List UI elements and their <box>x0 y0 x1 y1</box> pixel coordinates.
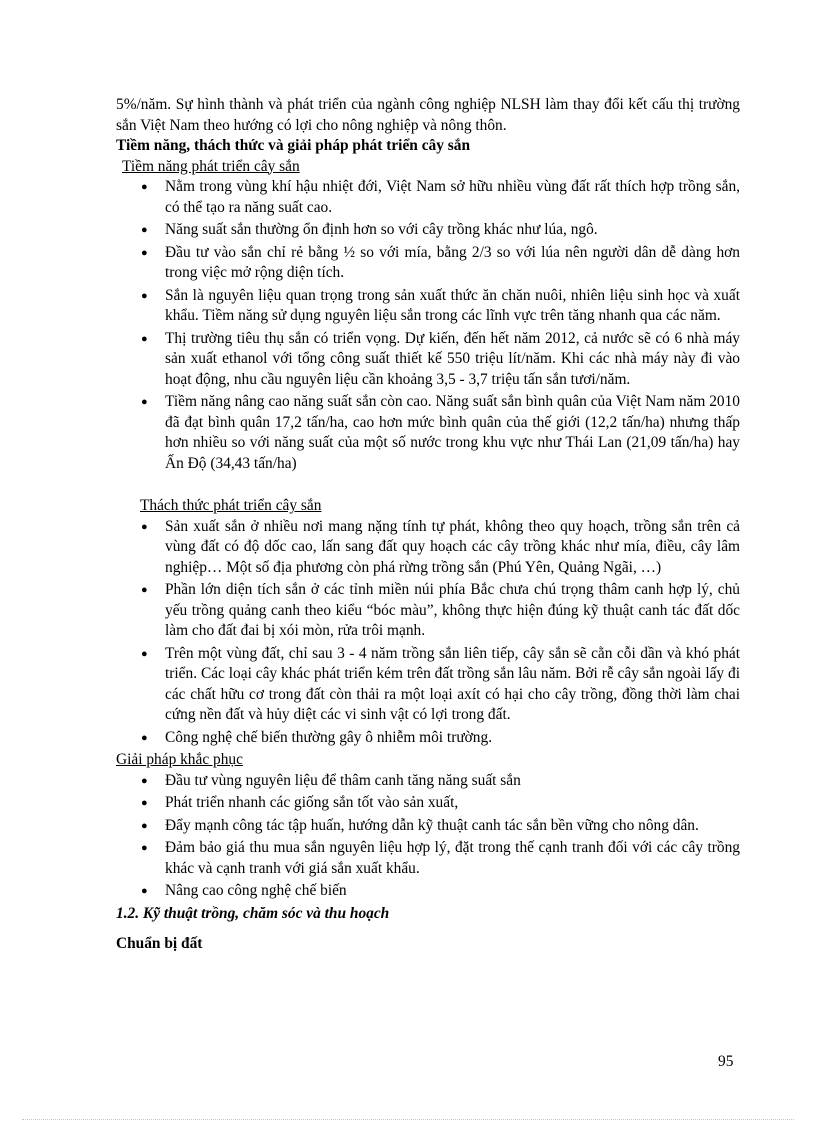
list-item: ● Đẩy mạnh công tác tập huấn, hướng dẫn kỹ thuật canh tác sắn bền vững cho nông dân. <box>116 816 740 837</box>
bullet-icon: ● <box>141 224 148 236</box>
list-item: ● Nằm trong vùng khí hậu nhiệt đới, Việt Nam sở hữu nhiều vùng đất rất thích hợp trồng sắn, có thể tạo ra năng suất cao. <box>141 178 740 216</box>
bullet-icon: ● <box>141 584 148 596</box>
list-item: ● Đầu tư vào sắn chỉ rẻ bằng ½ so với mía, bằng 2/3 so với lúa nên người dân dễ dàng hơn trong việc mở rộng diện tích. <box>141 243 740 281</box>
list-item: ● Tiềm năng nâng cao năng suất sắn còn cao. Năng suất sắn bình quân của Việt Nam năm 2010 đã đạt bình quân 17,2 tấn/ha, cao hơn mức bình quân của thế giới (12,2 tấn/ha) nhưng thấp hơn nhiều so với năng suất của một số nước trong khu vực như Thái Lan (21,09 tấn/ha) hay Ấn Độ (34,43 tấn/ha) <box>141 393 740 472</box>
bullet-icon: ● <box>141 332 148 345</box>
document-page <box>116 95 740 955</box>
bullet-icon: ● <box>141 181 148 193</box>
bullet-icon: ● <box>141 647 148 660</box>
challenges-list <box>116 517 740 749</box>
intro-paragraph: 5%/năm. Sự hình thành và phát triển của ngành công nghiệp NLSH làm thay đổi kết cấu thị trường sắn Việt Nam theo hướng có lợi cho nông nghiệp và nông thôn. <box>116 96 740 134</box>
list-item: ● Đảm bảo giá thu mua sắn nguyên liệu hợp lý, đặt trong thế cạnh tranh đối với các cây trồng khác và cạnh tranh với giá sắn xuất khẩu. <box>141 839 740 877</box>
list-item: ● Phát triển nhanh các giống sắn tốt vào sản xuất, <box>116 793 740 814</box>
bullet-icon: ● <box>141 842 148 854</box>
list-item: ● Năng suất sắn thường ổn định hơn so với cây trồng khác như lúa, ngô. <box>116 220 740 241</box>
list-item: ● Phần lớn diện tích sắn ở các tỉnh miền núi phía Bắc chưa chú trọng thâm canh hợp lý, chủ yếu trồng quảng canh theo kiểu “bóc màu”, không thực hiện đúng kỹ thuật canh tác đất dốc làm cho đất đai bị xói mòn, rửa trôi mạnh. <box>141 581 740 639</box>
section-heading-1-2: 1.2. Kỹ thuật trồng, chăm sóc và thu hoạch <box>116 904 390 922</box>
list-item: ● Trên một vùng đất, chỉ sau 3 - 4 năm trồng sắn liên tiếp, cây sắn sẽ cằn cỗi dần và khó phát triển. Các loại cây khác phát triển kém trên đất trồng sắn lâu năm. Bởi rễ cây sắn ngoài lấy đi các chất hữu cơ trong đất còn thải ra một loại axít có hại cho cây trồng, đồng thời làm chai cứng nền đất và hủy diệt các vi sinh vật có lợi trong đất. <box>141 644 740 723</box>
page-bottom-divider <box>22 1119 794 1120</box>
bullet-icon: ● <box>141 520 148 533</box>
potential-list <box>116 177 740 474</box>
list-item: ● Sắn là nguyên liệu quan trọng trong sản xuất thức ăn chăn nuôi, nhiên liệu sinh học và xuất khẩu. Tiềm năng sử dụng nguyên liệu sắn trong các lĩnh vực trên tăng nhanh qua các năm. <box>141 286 740 324</box>
bullet-icon: ● <box>141 819 148 832</box>
solutions-title: Giải pháp khắc phục <box>116 751 243 768</box>
list-item: ● Đầu tư vùng nguyên liệu để thâm canh tăng năng suất sắn <box>116 771 740 792</box>
challenges-title: Thách thức phát triển cây sắn <box>140 497 322 514</box>
list-item: ● Thị trường tiêu thụ sắn có triển vọng. Dự kiến, đến hết năm 2012, cả nước sẽ có 6 nhà máy sản xuất ethanol với tổng công suất thiết kế 550 triệu lít/năm. Khi các nhà máy này đi vào hoạt động, nhu cầu nguyên liệu cần khoảng 3,5 - 3,7 triệu tấn sắn tươi/năm. <box>141 329 740 388</box>
main-heading: Tiềm năng, thách thức và giải pháp phát triển cây sắn <box>116 137 471 154</box>
subsection-heading: Chuẩn bị đất <box>116 935 203 952</box>
bullet-icon: ● <box>141 246 148 259</box>
bullet-icon: ● <box>141 774 148 787</box>
list-item: ● Nâng cao công nghệ chế biến <box>116 881 740 902</box>
list-item: ● Sản xuất sắn ở nhiều nơi mang nặng tính tự phát, không theo quy hoạch, trồng sắn trên cả vùng đất có độ dốc cao, lấn sang đất quy hoạch các cây trồng khác như mía, điều, cây lâm nghiệp… Một số địa phương còn phá rừng trồng sắn (Phú Yên, Quảng Ngãi, …) <box>141 517 740 576</box>
page-number: 95 <box>718 1053 734 1070</box>
bullet-icon: ● <box>141 396 148 408</box>
potential-title: Tiềm năng phát triển cây sắn <box>122 157 300 175</box>
list-item: ● Công nghệ chế biến thường gây ô nhiễm môi trường. <box>116 728 740 749</box>
bullet-icon: ● <box>141 289 148 302</box>
solutions-list <box>116 771 740 902</box>
bullet-icon: ● <box>141 885 148 897</box>
bullet-icon: ● <box>141 731 148 744</box>
bullet-icon: ● <box>141 797 148 809</box>
